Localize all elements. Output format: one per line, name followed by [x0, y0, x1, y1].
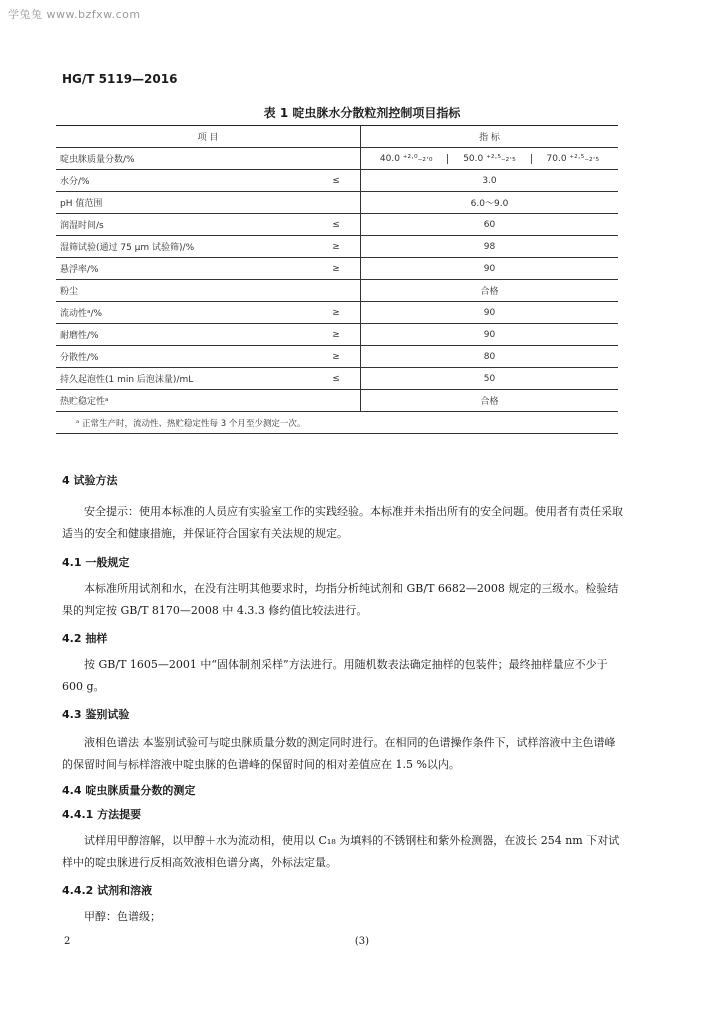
row-symbol — [312, 280, 361, 302]
table-row — [56, 236, 618, 258]
row-item: 热贮稳定性ᵃ — [56, 390, 312, 412]
document-id: HG/T 5119—2016 — [62, 72, 178, 86]
safety-note: 安全提示：使用本标准的人员应有实验室工作的实践经验。本标准并未指出所有的安全问题。使用者有责任采取适当的安全和健康措施，并保证符合国家有关法规的规定。 — [62, 505, 623, 540]
header-item: 项 目 — [56, 126, 361, 148]
row-symbol — [312, 148, 361, 170]
row-value: 合格 — [361, 390, 619, 412]
page-number: 2 — [64, 936, 71, 947]
table-header-row — [56, 126, 618, 148]
section-4-heading: 4 试验方法 — [62, 474, 118, 487]
row-item: 润湿时间/s — [56, 214, 312, 236]
table-title: 表 1 啶虫脒水分散粒剂控制项目指标 — [263, 106, 461, 120]
row-value: 90 — [361, 258, 619, 280]
table-row — [56, 390, 618, 412]
footer-mark: (3) — [354, 936, 370, 947]
section-4-2-heading: 4.2 抽样 — [62, 632, 108, 645]
row-value: 98 — [361, 236, 619, 258]
value-70: 70.0 ⁺²·⁵₋₂·₅ — [531, 154, 614, 164]
table-row — [56, 368, 618, 390]
header-value: 指 标 — [361, 126, 619, 148]
section-4-3-heading: 4.3 鉴别试验 — [62, 708, 130, 721]
table-row — [56, 346, 618, 368]
table-note: ᵃ 正常生产时，流动性、热贮稳定性每 3 个月至少测定一次。 — [56, 412, 618, 434]
section-4-2-text: 按 GB/T 1605—2001 中“固体制剂采样”方法进行。用随机数表法确定抽样的包装件；最终抽样量应不少于 600 g。 — [62, 658, 608, 693]
table-row — [56, 148, 618, 170]
row-value: 合格 — [361, 280, 619, 302]
row-values — [361, 148, 619, 170]
row-symbol: ≤ — [312, 368, 361, 390]
section-4-4-2-text: 甲醇：色谱级； — [84, 910, 161, 923]
row-value: 3.0 — [361, 170, 619, 192]
table-row — [56, 280, 618, 302]
row-item: 流动性ᵃ/% — [56, 302, 312, 324]
section-4-4-1-heading: 4.4.1 方法提要 — [62, 808, 142, 821]
section-4-4-1-text: 试样用甲醇溶解，以甲醇＋水为流动相，使用以 C₁₈ 为填料的不锈钢柱和紫外检测器，在波长 254 nm 下对试样中的啶虫脒进行反相高效液相色谱分离，外标法定量。 — [62, 834, 620, 869]
value-40: 40.0 ⁺²·⁰₋₂·₀ — [379, 153, 433, 164]
section-4-1-heading: 4.1 一般规定 — [62, 556, 130, 569]
table-note-row — [56, 412, 618, 434]
row-symbol: ≥ — [312, 258, 361, 280]
section-4-3-text: 液相色谱法 本鉴别试验可与啶虫脒质量分数的测定同时进行。在相同的色谱操作条件下，试样溶液中主色谱峰的保留时间与标样溶液中啶虫脒的色谱峰的保留时间的相对差值应在 1.5 %以内。 — [62, 736, 616, 771]
row-value: 90 — [361, 324, 619, 346]
row-item: 粉尘 — [56, 280, 312, 302]
row-symbol — [312, 192, 361, 214]
table-row — [56, 258, 618, 280]
row-symbol: ≤ — [312, 214, 361, 236]
row-item: 分散性/% — [56, 346, 312, 368]
row-item: 湿筛试验(通过 75 μm 试验筛)/% — [56, 236, 312, 258]
table-row — [56, 192, 618, 214]
row-value: 90 — [361, 302, 619, 324]
table-row — [56, 324, 618, 346]
value-50: 50.0 ⁺²·⁵₋₂·₅ — [447, 154, 530, 164]
row-value: 50 — [361, 368, 619, 390]
table-row — [56, 214, 618, 236]
section-4-1-text: 本标准所用试剂和水，在没有注明其他要求时，均指分析纯试剂和 GB/T 6682—2008 规定的三级水。检验结果的判定按 GB/T 8170—2008 中 4.3.3 修约值比较法进行。 — [62, 582, 619, 617]
section-4-4-heading: 4.4 啶虫脒质量分数的测定 — [62, 784, 196, 797]
row-item: 悬浮率/% — [56, 258, 312, 280]
spec-table — [56, 125, 618, 434]
row-value: 80 — [361, 346, 619, 368]
row-item: 水分/% — [56, 170, 312, 192]
table-row — [56, 302, 618, 324]
row-value: 60 — [361, 214, 619, 236]
row-value: 6.0～9.0 — [361, 192, 619, 214]
row-symbol — [312, 390, 361, 412]
row-symbol: ≤ — [312, 170, 361, 192]
table-row — [56, 170, 618, 192]
section-4-4-2-heading: 4.4.2 试剂和溶液 — [62, 884, 153, 897]
watermark: 学兔兔 www.bzfxw.com — [8, 8, 141, 21]
row-symbol: ≥ — [312, 236, 361, 258]
row-symbol: ≥ — [312, 324, 361, 346]
row-item: pH 值范围 — [56, 192, 312, 214]
row-item: 啶虫脒质量分数/% — [56, 148, 312, 170]
row-item: 耐磨性/% — [56, 324, 312, 346]
row-symbol: ≥ — [312, 346, 361, 368]
row-item: 持久起泡性(1 min 后泡沫量)/mL — [56, 368, 312, 390]
row-symbol: ≥ — [312, 302, 361, 324]
